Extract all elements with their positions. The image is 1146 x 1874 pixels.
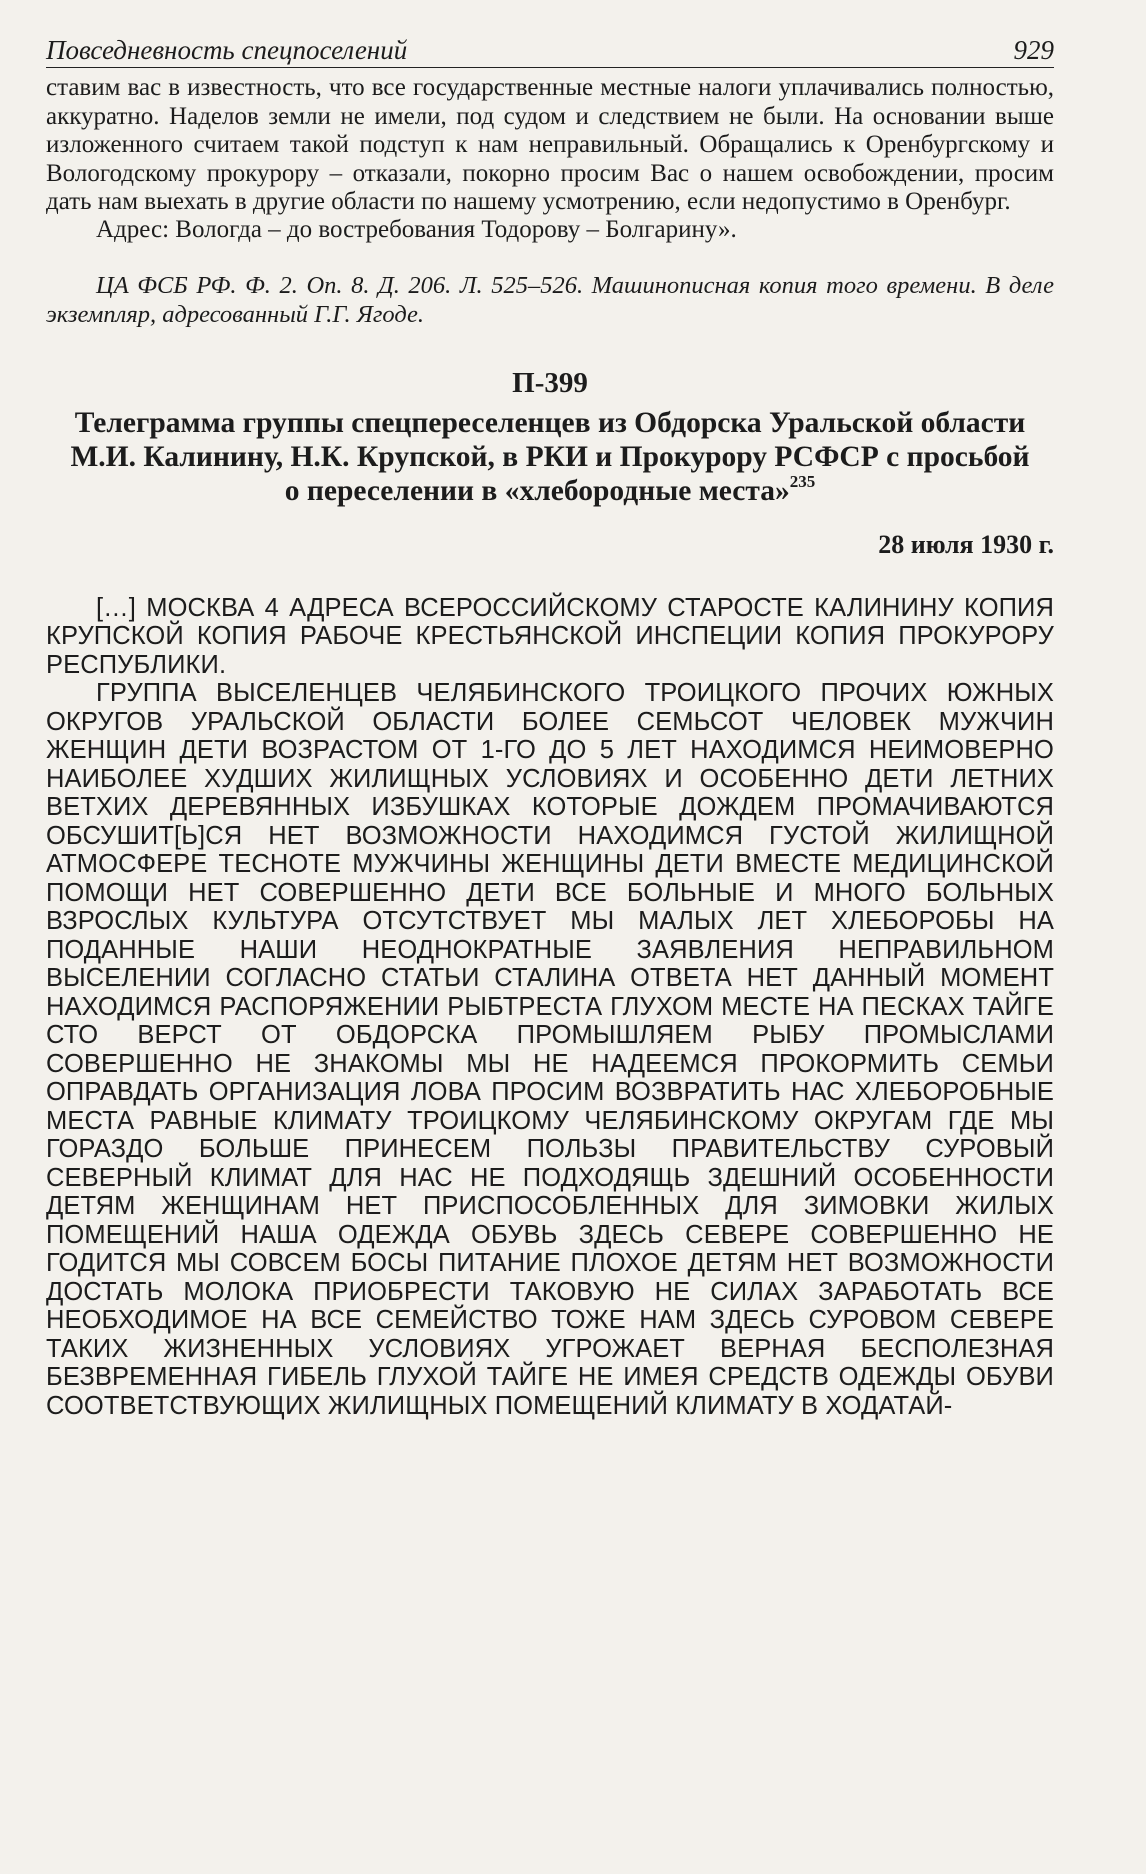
- archival-source-note: ЦА ФСБ РФ. Ф. 2. Оп. 8. Д. 206. Л. 525–526. Машинописная копия того времени. В деле экземпляр, адресованный Г.Г. Ягоде.: [46, 271, 1054, 328]
- document-number: П-399: [512, 366, 588, 399]
- document-date: 28 июля 1930 г.: [878, 529, 1054, 559]
- running-title: Повседневность спецпоселений: [46, 35, 408, 65]
- telegram-body-paragraph: ГРУППА ВЫСЕЛЕНЦЕВ ЧЕЛЯБИНСКОГО ТРОИЦКОГО ПРОЧИХ ЮЖНЫХ ОКРУГОВ УРАЛЬСКОЙ ОБЛАСТИ БОЛЕЕ СЕМЬСОТ ЧЕЛОВЕК МУЖЧИН ЖЕНЩИН ДЕТИ ВОЗРАСТОМ ОТ 1-ГО ДО 5 ЛЕТ НАХОДИМСЯ НЕИМОВЕРНО НАИБОЛЕЕ ХУДШИХ ЖИЛИЩНЫХ УСЛОВИЯХ И ОСОБЕННО ДЕТИ ЛЕТНИХ ВЕТХИХ ДЕРЕВЯННЫХ ИЗБУШКАХ КОТОРЫЕ ДОЖДЕМ ПРОМАЧИВАЮТСЯ ОБСУШИТ[Ь]СЯ НЕТ ВОЗМОЖНОСТИ НАХОДИМСЯ ГУСТОЙ ЖИЛИЩНОЙ АТМОСФЕРЕ ТЕСНОТЕ МУЖЧИНЫ ЖЕНЩИНЫ ДЕТИ ВМЕСТЕ МЕДИЦИНСКОЙ ПОМОЩИ НЕТ СОВЕРШЕННО ДЕТИ ВСЕ БОЛЬНЫЕ И МНОГО БОЛЬНЫХ ВЗРОСЛЫХ КУЛЬТУРА ОТСУТСТВУЕТ МЫ МАЛЫХ ЛЕТ ХЛЕБОРОБЫ НА ПОДАННЫЕ НАШИ НЕОДНОКРАТНЫЕ ЗАЯВЛЕНИЯ НЕПРАВИЛЬНОМ ВЫСЕЛЕНИИ СОГЛАСНО СТАТЬИ СТАЛИНА ОТВЕТА НЕТ ДАННЫЙ МОМЕНТ НАХОДИМСЯ РАСПОРЯЖЕНИИ РЫБТРЕСТА ГЛУХОМ МЕСТЕ НА ПЕСКАХ ТАЙГЕ СТО ВЕРСТ ОТ ОБДОРСКА ПРОМЫШЛЯЕМ РЫБУ ПРОМЫСЛАМИ СОВЕРШЕННО НЕ ЗНАКОМЫ МЫ НЕ НАДЕЕМСЯ ПРОКОРМИТЬ СЕМЬИ ОПРАВДАТЬ ОРГАНИЗАЦИЯ ЛОВА ПРОСИМ ВОЗВРАТИТЬ НАС ХЛЕБОРОБНЫЕ МЕСТА РАВНЫЕ КЛИМАТУ ТРОИЦКОМУ ЧЕЛЯБИНСКОМУ ОКРУГАМ ГДЕ МЫ ГОРАЗДО БОЛЬШЕ ПРИНЕСЕМ ПОЛЬЗЫ ПРАВИТЕЛЬСТВУ СУРОВЫЙ СЕВЕРНЫЙ КЛИМАТ ДЛЯ НАС НЕ ПОДХОДЯЩЬ ЗДЕШНИЙ ОСОБЕННОСТИ ДЕТЯМ ЖЕНЩИНАМ НЕТ ПРИСПОСОБЛЕННЫХ ДЛЯ ЗИМОВКИ ЖИЛЫХ ПОМЕЩЕНИЙ НАША ОДЕЖДА ОБУВЬ ЗДЕСЬ СЕВЕРЕ СОВЕРШЕННО НЕ ГОДИТСЯ МЫ СОВСЕМ БОСЫ ПИТАНИЕ ПЛОХОЕ ДЕТЯМ НЕТ ВОЗМОЖНОСТИ ДОСТАТЬ МОЛОКА ПРИОБРЕСТИ ТАКОВУЮ НЕ СИЛАХ ЗАРАБОТАТЬ ВСЕ НЕОБХОДИМОЕ НА ВСЕ СЕМЕЙСТВО ТОЖЕ НАМ ЗДЕСЬ СУРОВОМ СЕВЕРЕ ТАКИХ ЖИЗНЕННЫХ УСЛОВИЯХ УГРОЖАЕТ ВЕРНАЯ БЕСПОЛЕЗНАЯ БЕЗВРЕМЕННАЯ ГИБЕЛЬ ГЛУХОЙ ТАЙГЕ НЕ ИМЕЯ СРЕДСТВ ОДЕЖДЫ ОБУВИ СООТВЕТСТВУЮЩИХ ЖИЛИЩНЫХ ПОМЕЩЕНИЙ КЛИМАТУ В ХОДАТАЙ-: [46, 679, 1054, 1420]
- page-number: 929: [1013, 35, 1054, 65]
- telegram-address-paragraph: […] МОСКВА 4 АДРЕСА ВСЕРОССИЙСКОМУ СТАРОСТЕ КАЛИНИНУ КОПИЯ КРУПСКОЙ КОПИЯ РАБОЧЕ КРЕСТЬЯНСКОЙ ИНСПЕЦИИ КОПИЯ ПРОКУРОРУ РЕСПУБЛИКИ.: [46, 593, 1054, 679]
- previous-document-address: Адрес: Вологда – до востребования Тодорову – Болгарину».: [96, 216, 737, 244]
- previous-document-text: ставим вас в известность, что все государственные местные налоги уплачивались полностью, аккуратно. Наделов земли не имели, под судом и следствием не были. На основании выше изложенного считаем такой подступ к нам неправильный. Обращались к Оренбургскому и Вологодскому прокурору – отказали, покорно просим Вас о нашем освобождении, просим дать нам выехать в другие области по нашему усмотрению, если недопустимо в Оренбург.: [46, 74, 1054, 215]
- document-title: [66, 406, 1034, 508]
- footnote-reference: 235: [789, 471, 816, 491]
- document-title-text: Телеграмма группы спецпереселенцев из Обдорска Уральской области М.И. Калинину, Н.К. Крупской, в РКИ и Прокурору РСФСР с просьбой о переселении в «хлебородные места»: [70, 406, 1030, 507]
- running-header: [46, 36, 1054, 68]
